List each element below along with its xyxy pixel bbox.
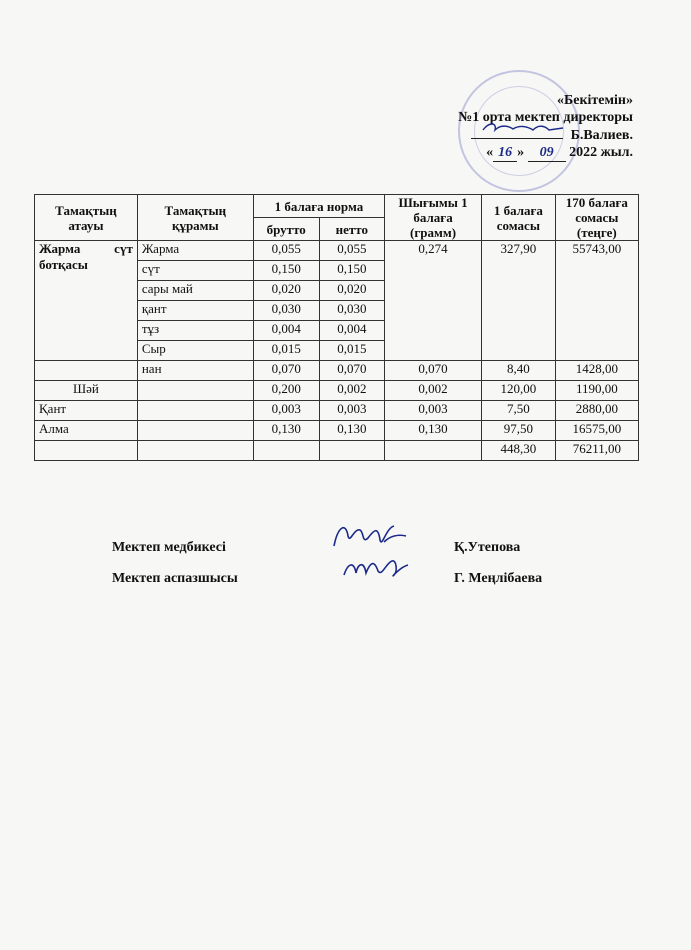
total-empty-cell <box>253 441 319 461</box>
row-cost-all: 1190,00 <box>555 381 638 401</box>
row-brutto: 0,200 <box>253 381 319 401</box>
date-day: 16 <box>493 144 517 162</box>
ingredient-brutto: 0,004 <box>253 321 319 341</box>
row-name: Қант <box>35 401 138 421</box>
ingredient-name: қант <box>137 301 253 321</box>
ingredient-netto: 0,020 <box>319 281 384 301</box>
header-row <box>35 195 639 218</box>
approval-block <box>393 92 633 162</box>
row-name: Алма <box>35 421 138 441</box>
row-name <box>35 361 138 381</box>
header-cost-all: 170 балаға сомасы (теңге) <box>555 195 638 241</box>
row-cost-one: 7,50 <box>482 401 556 421</box>
row-netto: 0,002 <box>319 381 384 401</box>
ingredient-netto: 0,030 <box>319 301 384 321</box>
approval-date <box>393 144 633 162</box>
total-row <box>35 441 639 461</box>
row-cost-all: 16575,00 <box>555 421 638 441</box>
date-year: 2022 жыл. <box>569 145 633 160</box>
row-usage: 0,003 <box>385 401 482 421</box>
director-name: Б.Валиев. <box>570 128 633 143</box>
total-cost-all: 76211,00 <box>555 441 638 461</box>
date-close-quote: » <box>517 145 525 160</box>
ingredient-brutto: 0,030 <box>253 301 319 321</box>
row-usage: 0,002 <box>385 381 482 401</box>
row-composition <box>137 421 253 441</box>
row-composition <box>137 401 253 421</box>
menu-table <box>34 194 639 461</box>
header-composition: Тамақтың құрамы <box>137 195 253 241</box>
signature-role: Мектеп медбикесі <box>112 540 226 555</box>
total-empty-cell <box>35 441 138 461</box>
row-netto: 0,130 <box>319 421 384 441</box>
dish-cost-all: 55743,00 <box>555 241 638 361</box>
director-signature <box>471 126 563 139</box>
approval-title: «Бекітемін» <box>556 93 633 108</box>
date-open-quote: « <box>486 145 494 160</box>
ingredient-brutto: 0,055 <box>253 241 319 261</box>
row-usage: 0,130 <box>385 421 482 441</box>
dish-usage: 0,274 <box>385 241 482 361</box>
row-composition <box>137 381 253 401</box>
row-name: Шәй <box>35 381 138 401</box>
director-signature-scribble <box>479 120 571 136</box>
ingredient-netto: 0,150 <box>319 261 384 281</box>
ingredient-name: Сыр <box>137 341 253 361</box>
cook-signature-scribble <box>338 549 428 589</box>
header-cost-one: 1 балаға сомасы <box>482 195 556 241</box>
total-empty-cell <box>137 441 253 461</box>
row-cost-one: 120,00 <box>482 381 556 401</box>
ingredient-name: сары май <box>137 281 253 301</box>
row-cost-one: 8,40 <box>482 361 556 381</box>
header-netto: нетто <box>319 218 384 241</box>
row-brutto: 0,070 <box>253 361 319 381</box>
row-brutto: 0,003 <box>253 401 319 421</box>
table-row <box>35 421 639 441</box>
dish-cost-one: 327,90 <box>482 241 556 361</box>
ingredient-name: Жарма <box>137 241 253 261</box>
header-name: Тамақтың атауы <box>35 195 138 241</box>
table-row <box>35 361 639 381</box>
dish-name: Жарма сүт ботқасы <box>35 241 138 361</box>
ingredient-netto: 0,055 <box>319 241 384 261</box>
row-cost-one: 97,50 <box>482 421 556 441</box>
row-brutto: 0,130 <box>253 421 319 441</box>
approval-director-line <box>393 126 633 144</box>
date-month: 09 <box>528 144 566 162</box>
signature-person: Г. Меңлібаева <box>454 571 543 586</box>
header-usage: Шығымы 1 балаға (грамм) <box>385 195 482 241</box>
ingredient-name: сүт <box>137 261 253 281</box>
ingredient-netto: 0,004 <box>319 321 384 341</box>
row-cost-all: 1428,00 <box>555 361 638 381</box>
row-netto: 0,070 <box>319 361 384 381</box>
total-empty-cell <box>385 441 482 461</box>
table-row <box>35 381 639 401</box>
ingredient-name: тұз <box>137 321 253 341</box>
ingredient-netto: 0,015 <box>319 341 384 361</box>
header-norm: 1 балаға норма <box>253 195 384 218</box>
signature-role: Мектеп аспазшысы <box>112 571 238 586</box>
row-usage: 0,070 <box>385 361 482 381</box>
row-netto: 0,003 <box>319 401 384 421</box>
approval-position: №1 орта мектеп директоры <box>458 110 633 125</box>
total-cost-one: 448,30 <box>482 441 556 461</box>
table-row <box>35 241 639 261</box>
total-empty-cell <box>319 441 384 461</box>
ingredient-brutto: 0,020 <box>253 281 319 301</box>
header-brutto: брутто <box>253 218 319 241</box>
row-composition: нан <box>137 361 253 381</box>
table-row <box>35 401 639 421</box>
signature-person: Қ.Утепова <box>454 540 521 555</box>
row-cost-all: 2880,00 <box>555 401 638 421</box>
ingredient-brutto: 0,015 <box>253 341 319 361</box>
ingredient-brutto: 0,150 <box>253 261 319 281</box>
